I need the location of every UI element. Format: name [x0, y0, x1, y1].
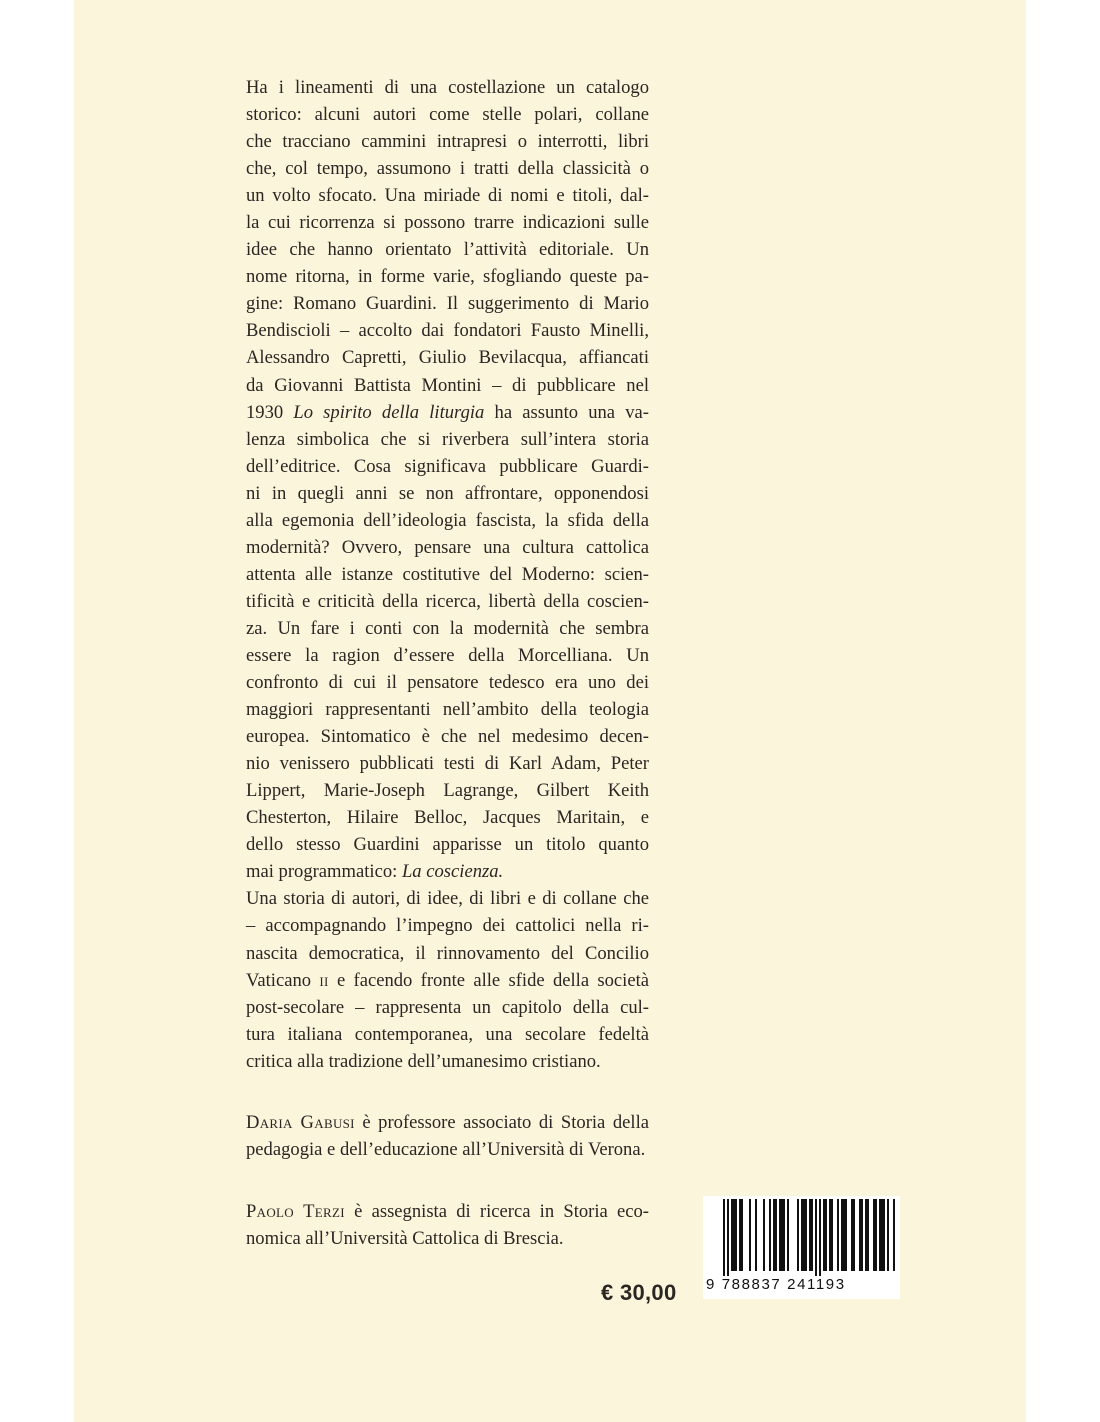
- barcode-bar: [843, 1199, 845, 1271]
- author-bio-2: [246, 1198, 649, 1252]
- barcode-bar: [735, 1199, 737, 1271]
- barcode-bar: [887, 1199, 889, 1271]
- isbn-digits: 9 788837 241193: [706, 1276, 846, 1293]
- barcode-bar: [805, 1199, 807, 1271]
- blurb-line: attenta alle istanze costitutive del Moderno: scien-: [246, 563, 649, 585]
- blurb-line: dell’editrice. Cosa significava pubblicare Guardi-: [246, 455, 649, 477]
- barcode-bar: [845, 1199, 847, 1271]
- blurb-line: nome ritorna, in forme varie, sfogliando queste pa-: [246, 266, 649, 288]
- blurb-line: nio venissero pubblicati testi di Karl Adam, Peter: [246, 753, 649, 775]
- blurb-line: lenza simbolica che si riverbera sull’intera storia: [246, 428, 649, 450]
- publication-year: 1930: [246, 401, 284, 423]
- author-bio-text: è assegnista di ricerca in Storia eco-: [354, 1201, 649, 1222]
- barcode-bar: [723, 1199, 725, 1276]
- barcode-bar: [861, 1199, 863, 1271]
- barcode-bar: [769, 1199, 771, 1271]
- blurb-line: che tracciano cammini intrapresi o interrotti, libri: [246, 131, 649, 153]
- barcode-bar: [837, 1199, 839, 1271]
- barcode-bar: [755, 1199, 757, 1271]
- barcode-bar: [781, 1199, 783, 1271]
- barcode-bar: [873, 1199, 875, 1271]
- blurb-line: Lippert, Marie-Joseph Lagrange, Gilbert Keith: [246, 780, 649, 802]
- blurb-line-with-title: [246, 858, 649, 885]
- barcode-bar: [739, 1199, 741, 1271]
- barcode-bar: [787, 1199, 789, 1271]
- barcode-bar: [775, 1199, 777, 1271]
- blurb-line: europea. Sintomatico è che nel medesimo decen-: [246, 726, 649, 748]
- blurb-line-prefix: mai programmatico:: [246, 861, 398, 883]
- barcode-bar: [859, 1199, 861, 1271]
- barcode-bar: [809, 1199, 811, 1271]
- blurb-line: dello stesso Guardini apparisse un titolo quanto: [246, 834, 649, 856]
- barcode-bar: [727, 1199, 729, 1276]
- barcode-bar: [883, 1199, 885, 1271]
- blurb-line: tura italiana contemporanea, una secolare fedeltà: [246, 1023, 649, 1045]
- book-title-italic: Lo spirito della liturgia: [293, 401, 485, 423]
- barcode-bar: [815, 1199, 817, 1276]
- blurb-line: che, col tempo, assumono i tratti della classicità o: [246, 158, 649, 180]
- barcode-bar: [819, 1199, 821, 1276]
- barcode-bar: [831, 1199, 833, 1271]
- blurb-line: alla egemonia dell’ideologia fascista, la sfida della: [246, 509, 649, 531]
- roman-numeral: ii: [319, 969, 329, 991]
- barcode-bar: [893, 1199, 895, 1271]
- barcode-bar: [853, 1199, 855, 1271]
- blurb-line-prefix: Vaticano: [246, 969, 312, 991]
- blurb-line: Ha i lineamenti di una costellazione un catalogo: [246, 77, 649, 98]
- author-name: Daria Gabusi: [246, 1112, 355, 1133]
- author-bio-line: pedagogia e dell’educazione all’Università di Verona.: [246, 1139, 646, 1160]
- blurb-line: tificità e criticità della ricerca, libertà della coscien-: [246, 590, 649, 612]
- barcode-bar: [779, 1199, 781, 1271]
- author-bio-text: è professore associato di Storia della: [362, 1112, 649, 1133]
- book-title-italic: La coscienza.: [401, 861, 504, 883]
- blurb-line: Una storia di autori, di idee, di libri e di collane che: [246, 888, 649, 910]
- blurb-line: Alessandro Capretti, Giulio Bevilacqua, affiancati: [246, 347, 649, 369]
- barcode-bar: [749, 1199, 751, 1271]
- blurb-line: storico: alcuni autori come stelle polari, collane: [246, 104, 649, 126]
- barcode-bar: [801, 1199, 803, 1271]
- barcode-bar: [875, 1199, 877, 1271]
- barcode-bar: [733, 1199, 735, 1271]
- barcode-bar: [879, 1199, 881, 1271]
- blurb-line: ni in quegli anni se non affrontare, opponendosi: [246, 482, 649, 504]
- author-bio-line: nomica all’Università Cattolica di Brescia.: [246, 1228, 564, 1249]
- blurb-line: critica alla tradizione dell’umanesimo cristiano.: [246, 1050, 601, 1072]
- barcode-bar: [741, 1199, 743, 1271]
- blurb-line-rest: ha assunto una va-: [494, 401, 649, 423]
- blurb-line: un volto sfocato. Una miriade di nomi e titoli, dal-: [246, 185, 649, 207]
- barcode-bar: [763, 1199, 765, 1271]
- blurb-line: Chesterton, Hilaire Belloc, Jacques Maritain, e: [246, 807, 649, 829]
- blurb-line-rest: e facendo fronte alle sfide della società: [336, 969, 649, 991]
- blurb-line: maggiori rappresentanti nell’ambito della teologia: [246, 699, 649, 721]
- back-cover-blurb: [246, 74, 649, 1075]
- blurb-line: idee che hanno orientato l’attività editoriale. Un: [246, 239, 649, 261]
- author-bio-line: [246, 1198, 649, 1225]
- blurb-line-with-numeral: [246, 967, 649, 994]
- blurb-line: la cui ricorrenza si possono trarre indicazioni sulle: [246, 212, 649, 234]
- barcode-bar: [783, 1199, 785, 1271]
- barcode-bar: [881, 1199, 883, 1271]
- blurb-line-with-title: [246, 399, 649, 426]
- barcode-bar: [773, 1199, 775, 1271]
- blurb-line: da Giovanni Battista Montini – di pubblicare nel: [246, 374, 649, 396]
- barcode-bar: [865, 1199, 867, 1271]
- blurb-line: modernità? Ovvero, pensare una cultura cattolica: [246, 536, 649, 558]
- author-name: Paolo Terzi: [246, 1201, 345, 1222]
- barcode-bar: [841, 1199, 843, 1271]
- blurb-line: post-secolare – rappresenta un capitolo della cul-: [246, 996, 649, 1018]
- blurb-line: za. Un fare i conti con la modernità che sembra: [246, 617, 649, 639]
- blurb-line: Bendiscioli – accolto dai fondatori Fausto Minelli,: [246, 320, 649, 342]
- barcode-bar: [811, 1199, 813, 1271]
- blurb-line: essere la ragion d’essere della Morcelliana. Un: [246, 644, 649, 666]
- barcode-bar: [825, 1199, 827, 1271]
- barcode-bar: [731, 1199, 733, 1271]
- blurb-line: nascita democratica, il rinnovamento del Concilio: [246, 942, 649, 964]
- blurb-line: – accompagnando l’impegno dei cattolici nella ri-: [246, 915, 649, 937]
- barcode-bar: [851, 1199, 853, 1271]
- blurb-line: gine: Romano Guardini. Il suggerimento di Mario: [246, 293, 649, 315]
- isbn-barcode: [703, 1196, 900, 1299]
- author-bio-1: [246, 1109, 649, 1163]
- barcode-bar: [797, 1199, 799, 1271]
- author-bio-line: [246, 1109, 649, 1136]
- barcode-bar: [823, 1199, 825, 1271]
- barcode-bars: [703, 1196, 900, 1276]
- barcode-bar: [803, 1199, 805, 1271]
- price-label: € 30,00: [601, 1280, 677, 1305]
- blurb-line: confronto di cui il pensatore tedesco era uno dei: [246, 672, 649, 694]
- barcode-bar: [829, 1199, 831, 1271]
- barcode-bar: [867, 1199, 869, 1271]
